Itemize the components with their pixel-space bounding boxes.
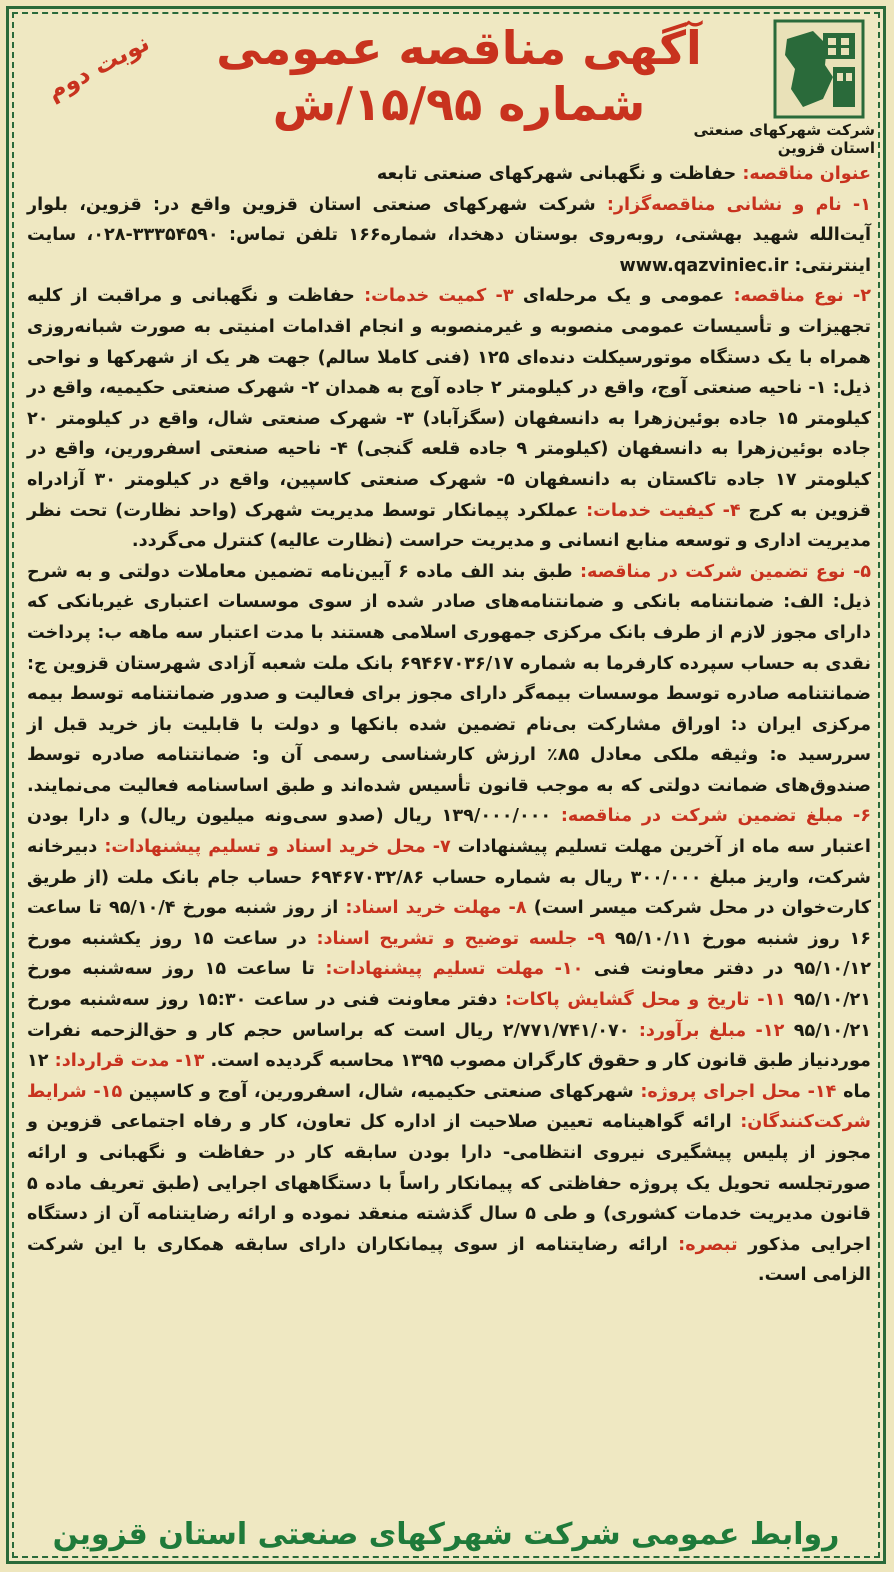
company-name-small: شرکت شهرکهای صنعتی استان قزوین (693, 121, 875, 157)
notice-number: شماره ۱۵/۹۵/ش (272, 77, 646, 131)
section-3-text: حفاظت و نگهبانی و مراقبت از کلیه تجهیزات و تأسیسات عمومی منصوبه و غیرمنصوبه و انجام اقدامات امنیتی به صورت شبانه‌روزی همراه با یک دستگاه موتورسیکلت دنده‌ای ۱۲۵ (فنی کاملا سالم) جهت هر یک از شهرکها و نواحی ذیل: ۱- ناحیه صنعتی آوج، واقع در کیلومتر ۲ جاده آوج به همدان ۲- شهرک صنعتی حکیمیه، واقع در کیلومتر ۱۵ جاده بوئین‌زهرا به دانسفهان (سگزآباد) ۳- شهرک صنعتی شال، واقع در کیلومتر ۲۰ جاده بوئین‌زهرا به دانسفهان (کیلومتر ۹ جاده قلعه گنجی) ۴- ناحیه صنعتی اسفرورین، واقع در کیلومتر ۱۷ جاده تاکستان به دانسفهان ۵- شهرک صنعتی کاسپین، واقع در کیلومتر ۳۰ آزادراه قزوین به کرج (27, 286, 871, 521)
section-9-text: در ساعت ۱۵ روز یکشنبه مورخ ۹۵/۱۰/۱۲ در دفتر معاونت فنی (27, 928, 872, 980)
section-15-text: ارائه گواهینامه تعیین صلاحیت از اداره کل تعاون، کار و رفاه اجتماعی قزوین و مجوز از پلیس پیشگیری نیروی انتظامی- دارا بودن سابقه کار در حفاظت و نگهبانی و ارائه صورتجلسه تحویل یک پروژه حفاظتی که پیمانکار راساً با دستگاههای اجرایی (طبق تعریف ماده ۵ قانون مدیریت خدمات کشوری) و طی ۵ سال گذشته منعقد نموده و ارائه رضایتنامه آن از دستگاه اجرایی مذکور (27, 1112, 872, 1255)
notice-body (27, 159, 871, 1509)
notice-paragraph (27, 557, 871, 1291)
section-1-label: ۱- نام و نشانی مناقصه‌گزار: (606, 194, 871, 215)
company-logo-icon (773, 19, 865, 119)
section-11-text: دفتر معاونت فنی در ساعت ۱۵:۳۰ روز سه‌شنبه مورخ ۹۵/۱۰/۲۱ (27, 990, 871, 1041)
notice-title: آگهی مناقصه عمومی (216, 21, 702, 75)
notice-page (6, 6, 886, 1564)
section-8-label: ۸- مهلت خرید اسناد: (345, 898, 527, 919)
section-2-text: عمومی و یک مرحله‌ای (522, 286, 725, 307)
subject-text: حفاظت و نگهبانی شهرکهای صنعتی تابعه (376, 164, 737, 184)
section-4-text: عملکرد پیمانکار توسط مدیریت شهرک (واحد نظارت) تحت نظر مدیریت اداری و توسعه منابع انسانی و مدیریت حراست (نظارت عالیه) کنترل می‌گردد. (27, 500, 871, 552)
section-6-label: ۶- مبلغ تضمین شرکت در مناقصه: (560, 806, 871, 827)
section-3-label: ۳- کمیت خدمات: (364, 286, 514, 307)
second-round-stamp: نوبت دوم (42, 28, 154, 106)
website-link[interactable]: www.qazviniec.ir (619, 255, 789, 276)
notice-paragraph (27, 281, 871, 556)
section-14-label: ۱۴- محل اجرای پروژه: (640, 1081, 837, 1102)
note-text: ارائه رضایتنامه از سوی پیمانکاران دارای سابقه همکاری با این شرکت الزامی است. (27, 1234, 871, 1286)
section-12-text: ۲/۷۷۱/۷۴۱/۰۷۰ ریال است که براساس حجم کار و حق‌الزحمه نفرات موردنیاز طبق قانون کار و حقوق کارگران مصوب ۱۳۹۵ محاسبه گردیده است. (27, 1020, 871, 1072)
section-1-text: شرکت شهرکهای صنعتی استان قزوین واقع در: قزوین، بلوار آیت‌الله شهید بهشتی، روبه‌روی بوستان دهخدا، شماره۱۶۶ تلفن تماس: ۳۳۳۵۴۵۹۰-۰۲۸، سایت اینترنتی: (27, 194, 872, 276)
section-6-text: ۱۳۹/۰۰۰/۰۰۰ ریال (صدو سی‌ونه میلیون ریال) و دارا بودن اعتبار سه ماه از آخرین مهلت تسلیم پیشنهادات (27, 806, 871, 858)
section-5-label: ۵- نوع تضمین شرکت در مناقصه: (579, 561, 871, 582)
section-10-text: تا ساعت ۱۵ روز سه‌شنبه مورخ ۹۵/۱۰/۲۱ (27, 959, 872, 1011)
section-15-label: ۱۵- شرایط شرکت‌کنندگان: (27, 1081, 871, 1133)
section-5-text: طبق بند الف ماده ۶ آیین‌نامه تضمین معاملات دولتی و به شرح ذیل: الف: ضمانتنامه بانکی و ضمانتنامه‌های صادر شده از سوی موسسات اعتباری غیربانکی که دارای مجوز لازم از طرف بانک مرکزی جمهوری اسلامی هستند با مدت اعتبار سه ماهه ب: پرداخت نقدی به حساب سپرده کارفرما به شماره ۶۹۴۶۷۰۳۶/۱۷ بانک ملت شعبه آزادی شهرستان قزوین ج: ضمانتنامه صادره توسط موسسات بیمه‌گر دارای مجوز برای فعالیت و صدور ضمانتنامه توسط بیمه مرکزی ایران د: اوراق مشارکت بی‌نام تضمین شده بانکها و دولت با قابلیت باز خرید قبل از سررسید ه: وثیقه ملکی معادل ۸۵٪ ارزش کارشناسی رسمی آن و: ضمانتنامه صادره توسط صندوق‌های ضمانت دولتی که به موجب قانون تأسیس شده‌اند و طبق اساسنامه فعالیت می‌نمایند. (27, 561, 871, 796)
section-7-text: دبیرخانه شرکت، واریز مبلغ ۳۰۰/۰۰۰ ریال به شماره حساب ۶۹۴۶۷۰۳۲/۸۶ حساب جام بانک ملت (از طریق کارت‌خوان در محل شرکت میسر است) (27, 837, 871, 919)
notice-paragraph (27, 190, 871, 282)
section-2-label: ۲- نوع مناقصه: (733, 286, 871, 307)
section-8-text: از روز شنبه مورخ ۹۵/۱۰/۴ تا ساعت ۱۶ روز شنبه مورخ ۹۵/۱۰/۱۱ (27, 898, 871, 949)
note-label: تبصره: (678, 1234, 738, 1255)
section-11-label: ۱۱- تاریخ و محل گشایش پاکات: (504, 990, 787, 1011)
notice-header (9, 9, 889, 159)
section-7-label: ۷- محل خرید اسناد و تسلیم پیشنهادات: (104, 837, 451, 858)
section-13-label: ۱۳- مدت قرارداد: (54, 1051, 205, 1072)
notice-paragraph (27, 159, 871, 190)
public-relations-footer: روابط عمومی شرکت شهرکهای صنعتی استان قزوین (52, 1517, 840, 1552)
section-13-text: ۱۲ ماه (27, 1051, 871, 1102)
section-10-label: ۱۰- مهلت تسلیم پیشنهادات: (325, 959, 584, 980)
section-12-label: ۱۲- مبلغ برآورد: (638, 1020, 785, 1041)
section-9-label: ۹- جلسه توضیح و تشریح اسناد: (316, 928, 606, 949)
section-14-text: شهرکهای صنعتی حکیمیه، شال، اسفرورین، آوج و کاسپین (128, 1081, 634, 1102)
section-4-label: ۴- کیفیت خدمات: (586, 500, 741, 521)
subject-label: عنوان مناقصه: (742, 164, 871, 184)
